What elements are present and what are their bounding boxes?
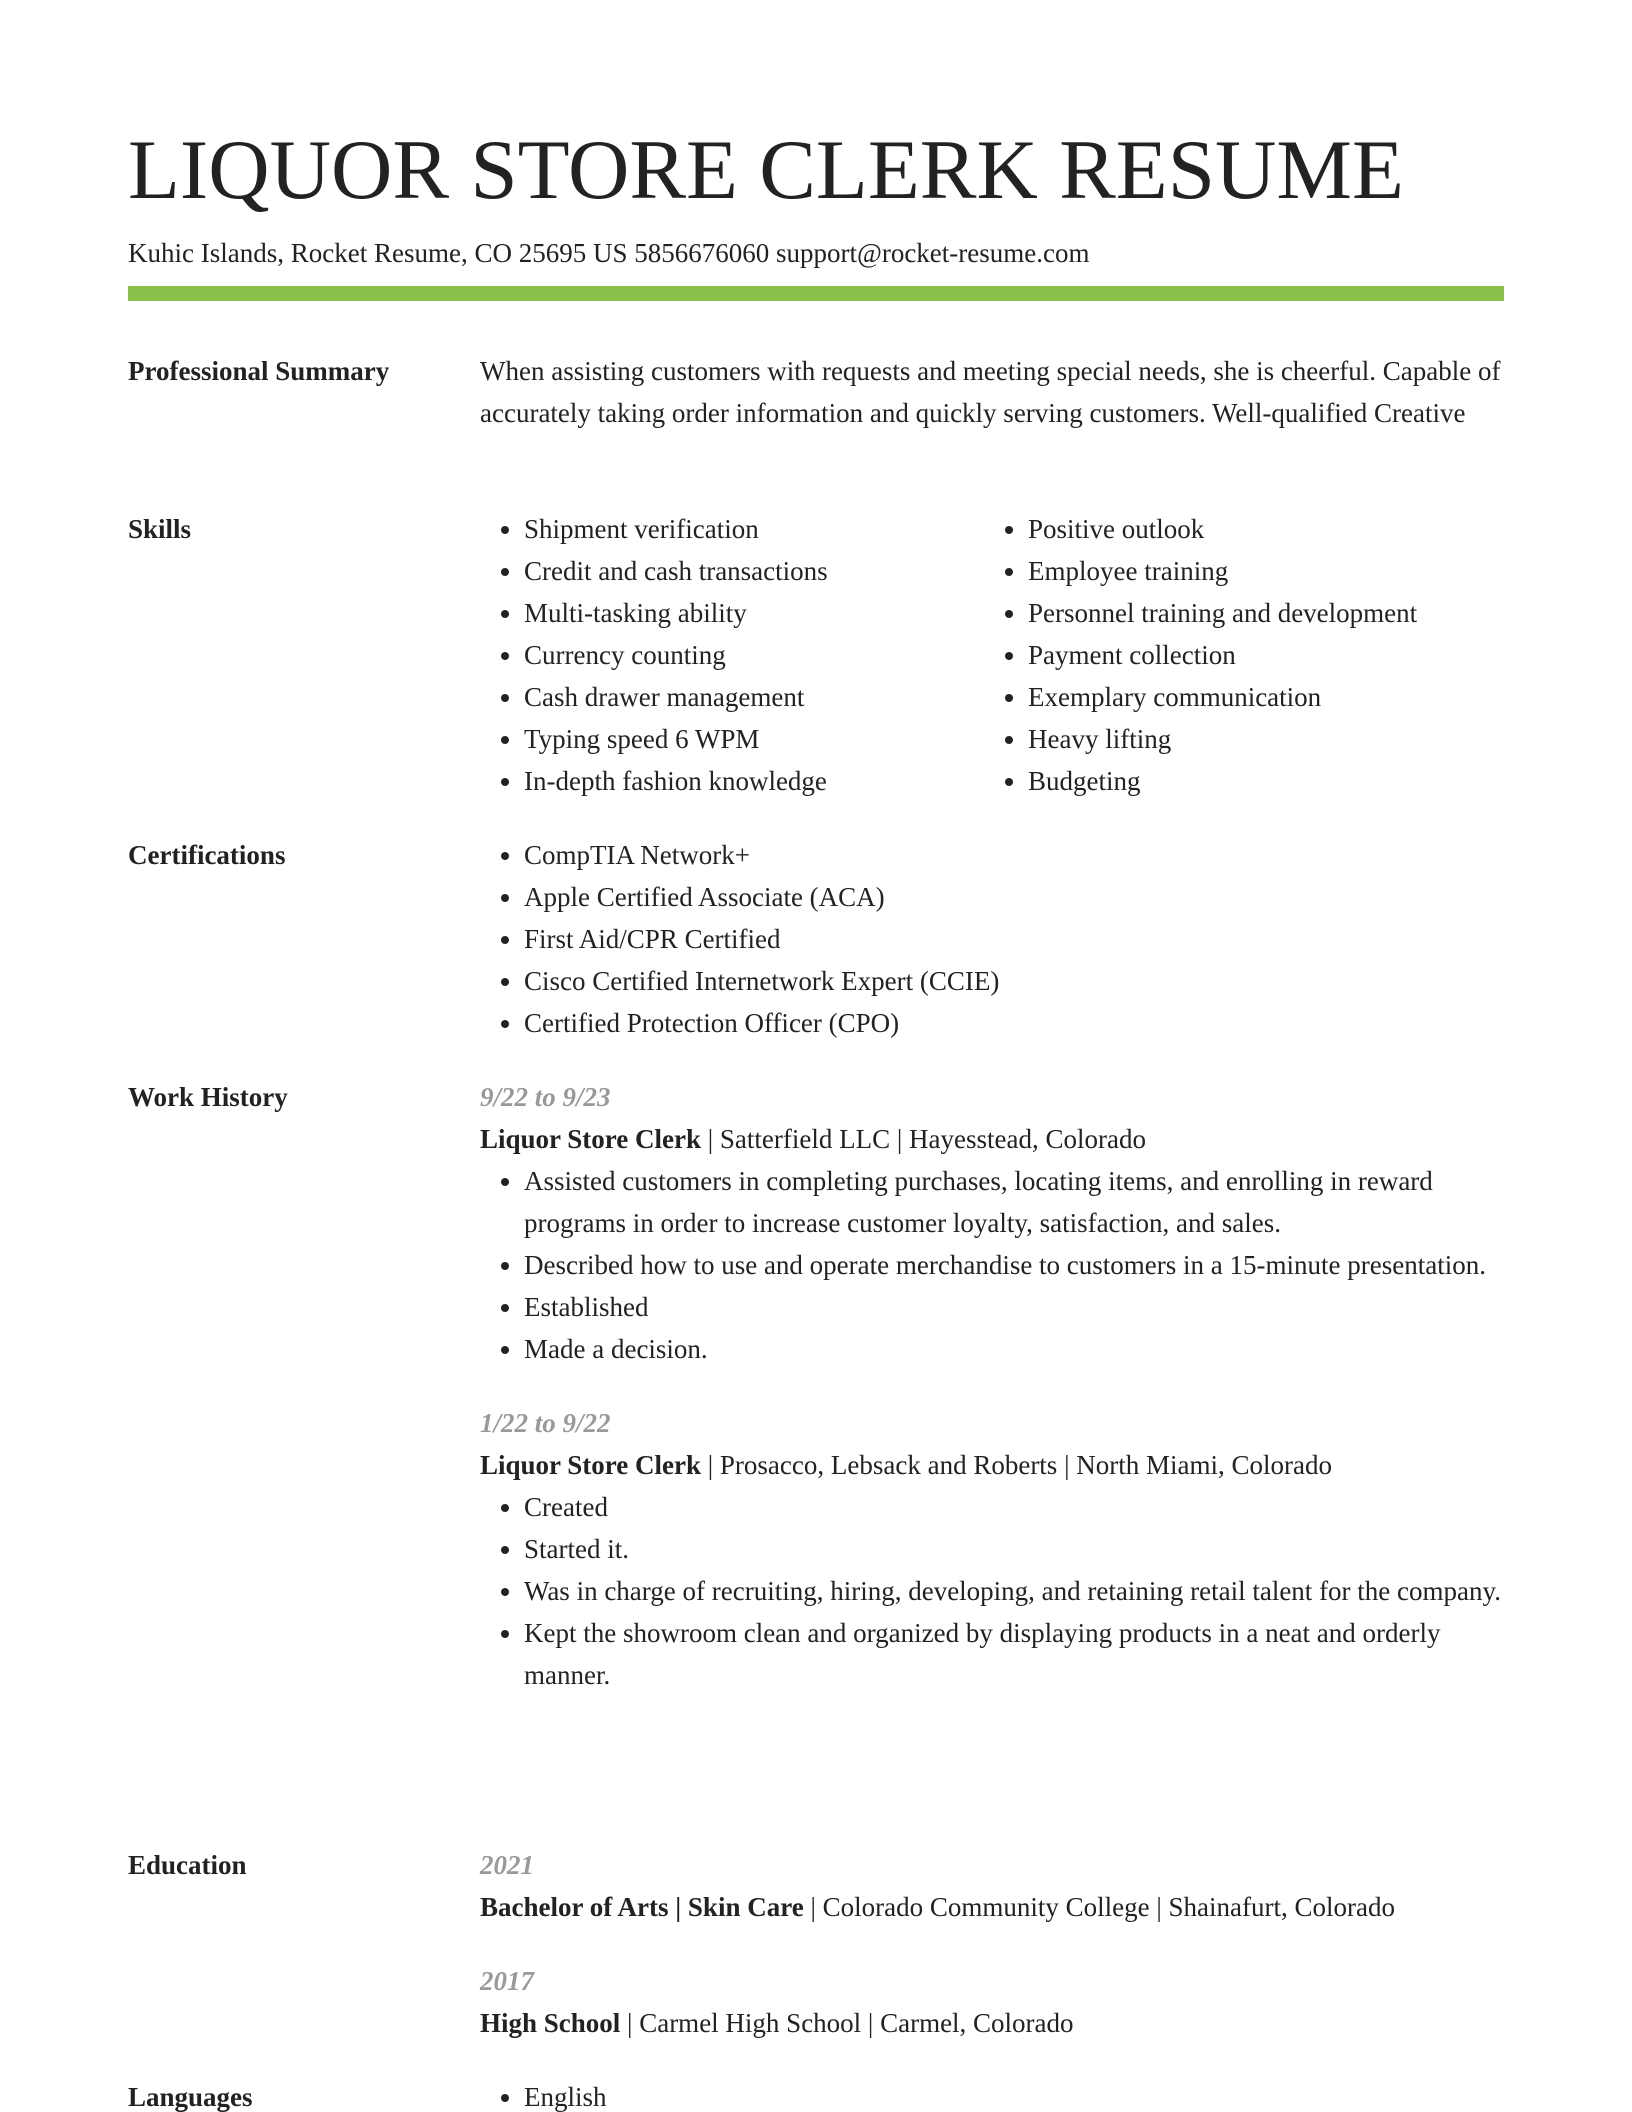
- summary-body: [480, 350, 1504, 434]
- section-work-history: [128, 1076, 1504, 1816]
- skills-body: [480, 508, 1504, 802]
- education-date: 2017: [480, 1966, 534, 1996]
- education-body: [480, 1844, 1504, 2044]
- job-details: | Prosacco, Lebsack and Roberts | North Miami, Colorado: [701, 1450, 1332, 1480]
- skill-item: • Positive outlook: [1028, 508, 1548, 550]
- job-entry: [480, 1076, 1504, 1370]
- job-title: Liquor Store Clerk: [480, 1124, 702, 1154]
- section-education: [128, 1844, 1504, 2044]
- page-title: LIQUOR STORE CLERK RESUME: [128, 123, 1404, 217]
- certifications-body: [480, 834, 1504, 1044]
- skills-column-2: [984, 508, 1548, 802]
- section-summary: [128, 350, 1504, 480]
- languages-list: [480, 2076, 1504, 2112]
- job-date: 1/22 to 9/22: [480, 1408, 611, 1438]
- skill-item: • In-depth fashion knowledge: [524, 760, 1024, 802]
- education-degree: Bachelor of Arts | Skin Care: [480, 1892, 804, 1922]
- job-bullet: • Established: [524, 1286, 1504, 1328]
- skills-column-1: [480, 508, 1024, 802]
- section-certifications: [128, 834, 1504, 1054]
- job-bullet: • Kept the showroom clean and organized by displaying products in a neat and orderly manner.: [524, 1612, 1504, 1696]
- education-details: | Colorado Community College | Shainafurt, Colorado: [803, 1892, 1395, 1922]
- job-bullet: • Described how to use and operate merchandise to customers in a 15-minute presentation.: [524, 1244, 1504, 1286]
- certification-item: • Apple Certified Associate (ACA): [524, 876, 1504, 918]
- section-label-skills: Skills: [128, 514, 192, 544]
- skill-item: • Shipment verification: [524, 508, 1024, 550]
- education-heading: [480, 1886, 1504, 1928]
- skill-item: • Credit and cash transactions: [524, 550, 1024, 592]
- job-heading: [480, 1444, 1504, 1486]
- job-bullets: [480, 1160, 1504, 1370]
- job-bullet: • Assisted customers in completing purchases, locating items, and enrolling in reward programs in order to increase customer loyalty, satisfaction, and sales.: [524, 1160, 1504, 1244]
- section-skills: [128, 508, 1504, 808]
- education-degree: High School: [480, 2008, 621, 2038]
- skill-item: • Typing speed 6 WPM: [524, 718, 1024, 760]
- job-bullets: [480, 1486, 1504, 1696]
- education-date: 2021: [480, 1850, 534, 1880]
- section-label-languages: Languages: [128, 2082, 253, 2112]
- skill-item: • Exemplary communication: [1028, 676, 1548, 718]
- certification-item: • First Aid/CPR Certified: [524, 918, 1504, 960]
- skill-item: • Payment collection: [1028, 634, 1548, 676]
- job-bullet: • Was in charge of recruiting, hiring, developing, and retaining retail talent for the company.: [524, 1570, 1504, 1612]
- education-details: | Carmel High School | Carmel, Colorado: [620, 2008, 1074, 2038]
- summary-text: When assisting customers with requests and meeting special needs, she is cheerful. Capable of accurately taking order information and quickly serving customers. Well-qualified Creative: [480, 356, 1501, 428]
- education-entry: [480, 1844, 1504, 1928]
- job-entry: [480, 1402, 1504, 1696]
- section-label-certifications: Certifications: [128, 840, 286, 870]
- skill-item: • Heavy lifting: [1028, 718, 1548, 760]
- job-date: 9/22 to 9/23: [480, 1082, 611, 1112]
- job-heading: [480, 1118, 1504, 1160]
- skill-item: • Employee training: [1028, 550, 1548, 592]
- skill-item: • Currency counting: [524, 634, 1024, 676]
- education-heading: [480, 2002, 1504, 2044]
- job-bullet: • Created: [524, 1486, 1504, 1528]
- section-label-work: Work History: [128, 1082, 288, 1112]
- section-label-education: Education: [128, 1850, 247, 1880]
- job-bullet: • Made a decision.: [524, 1328, 1504, 1370]
- skill-item: • Budgeting: [1028, 760, 1548, 802]
- certification-item: • Certified Protection Officer (CPO): [524, 1002, 1504, 1044]
- certification-item: • CompTIA Network+: [524, 834, 1504, 876]
- section-languages: [128, 2076, 1504, 2112]
- education-entry: [480, 1960, 1504, 2044]
- certification-item: • Cisco Certified Internetwork Expert (CCIE): [524, 960, 1504, 1002]
- skill-item: • Multi-tasking ability: [524, 592, 1024, 634]
- skill-item: • Personnel training and development: [1028, 592, 1548, 634]
- section-label-summary: Professional Summary: [128, 356, 390, 386]
- resume-header: [128, 118, 1504, 270]
- job-title: Liquor Store Clerk: [480, 1450, 702, 1480]
- job-bullet: • Started it.: [524, 1528, 1504, 1570]
- job-details: | Satterfield LLC | Hayesstead, Colorado: [701, 1124, 1146, 1154]
- certifications-list: [480, 834, 1504, 1044]
- languages-body: [480, 2076, 1504, 2112]
- contact-line: Kuhic Islands, Rocket Resume, CO 25695 US 5856676060 support@rocket-resume.com: [128, 238, 1090, 268]
- skill-item: • Cash drawer management: [524, 676, 1024, 718]
- accent-divider: [128, 286, 1504, 301]
- language-item: • English: [524, 2076, 1504, 2112]
- work-body: [480, 1076, 1504, 1696]
